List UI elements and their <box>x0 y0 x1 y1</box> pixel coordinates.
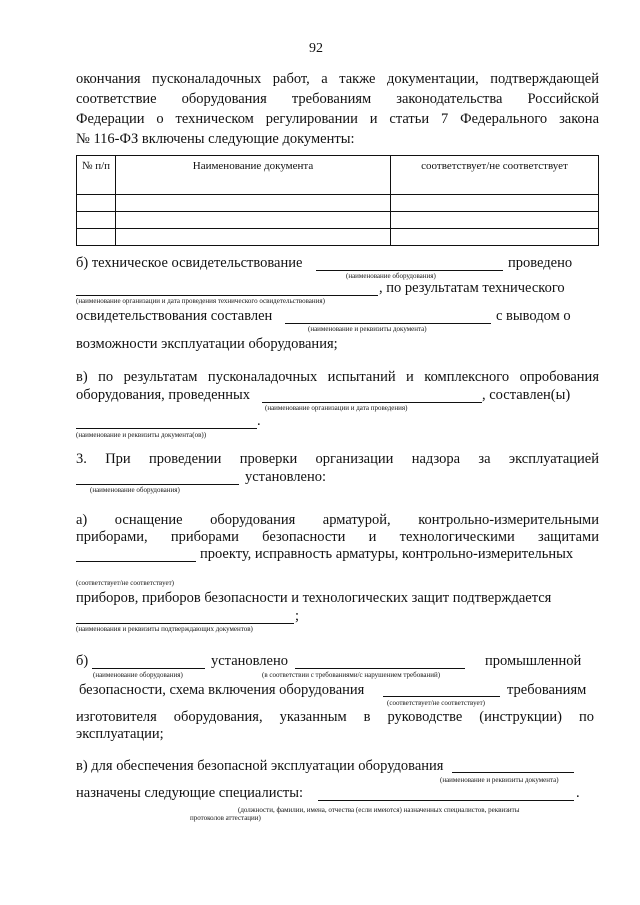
page-number: 92 <box>309 41 323 56</box>
b2-prefix: б) <box>76 653 89 669</box>
v2-sub-2a: (должности, фамилии, имена, отчества (если имеются) назначенных специалистов, реквизиты <box>238 806 520 814</box>
table-row <box>77 229 599 246</box>
b2-word: установлено <box>211 653 288 669</box>
v2-sub-2b: протоколов аттестации) <box>190 814 261 822</box>
table-cell[interactable] <box>391 229 599 246</box>
b-sub-1: (наименование оборудования) <box>346 272 436 280</box>
table-cell[interactable] <box>77 212 116 229</box>
v-sub-1: (наименование организации и дата проведения) <box>265 404 408 412</box>
v2-line-1: в) для обеспечения безопасной эксплуатации оборудования <box>76 758 444 774</box>
table-cell[interactable] <box>116 229 391 246</box>
a-line-4: приборов, приборов безопасности и технологических защит подтверждается <box>76 590 552 606</box>
table-cell[interactable] <box>116 212 391 229</box>
b-line-3-end: с выводом о <box>496 308 571 324</box>
b-line-4: возможности эксплуатации оборудования; <box>76 336 338 352</box>
table-cell[interactable] <box>77 229 116 246</box>
b-line-1: б) техническое освидетельствование <box>76 255 303 271</box>
intro-line-4: № 116-ФЗ включены следующие документы: <box>76 131 355 147</box>
scheme-compliance-field[interactable] <box>383 696 500 697</box>
equipment-name-field[interactable] <box>316 270 503 271</box>
table-cell[interactable] <box>391 212 599 229</box>
equipment-field-3[interactable] <box>76 484 239 485</box>
v2-sub-1: (наименование и реквизиты документа) <box>440 776 559 784</box>
table-cell[interactable] <box>116 195 391 212</box>
documents-table <box>76 155 599 246</box>
table-cell[interactable] <box>391 195 599 212</box>
a-line-3: проекту, исправность арматуры, контрольно-измерительных <box>200 546 574 562</box>
equipment-field-b2[interactable] <box>92 668 205 669</box>
v-line-3-end: . <box>257 413 261 429</box>
table-row <box>77 212 599 229</box>
v2-line-2-end: . <box>576 785 580 801</box>
b2-line-2: безопасности, схема включения оборудования <box>79 682 365 698</box>
table-header-row <box>77 156 599 195</box>
confirming-documents-field[interactable] <box>76 623 294 624</box>
organization-field[interactable] <box>262 402 482 403</box>
intro-line-1: окончания пусконаладочных работ, а также документации, подтверждающей <box>76 71 599 87</box>
intro-line-2: соответствие оборудования требованиям законодательства Российской <box>76 91 599 107</box>
header-status: соответствует/не соответствует <box>391 156 599 195</box>
a-sub-1: (соответствует/не соответствует) <box>76 579 174 587</box>
v2-line-2: назначены следующие специалисты: <box>76 785 304 801</box>
b-line-3: освидетельствования составлен <box>76 308 273 324</box>
table-cell[interactable] <box>77 195 116 212</box>
intro-line-3: Федерации о техническом регулировании и статьи 7 Федерального закона <box>76 111 599 127</box>
a-line-2: приборами, приборами безопасности и технологическими защитами <box>76 529 599 545</box>
p3-sub-1: (наименование оборудования) <box>90 486 180 494</box>
v-line-1: в) по результатам пусконаладочных испытаний и комплексного опробования <box>76 369 599 385</box>
b2-line-3: изготовителя оборудования, указанным в руководстве (инструкции) по <box>76 709 594 725</box>
v-line-2-end: , составлен(ы) <box>482 387 571 403</box>
b-line-2: , по результатам технического <box>379 280 565 296</box>
b2-line-4: эксплуатации; <box>76 726 164 742</box>
document-details-field[interactable] <box>285 323 491 324</box>
p3-line-2: установлено: <box>245 469 327 485</box>
specialists-field[interactable] <box>318 800 574 801</box>
b2-sub-1: (наименование оборудования) <box>93 671 183 679</box>
header-document-name: Наименование документа <box>116 156 391 195</box>
b-sub-3: (наименование и реквизиты документа) <box>308 325 427 333</box>
v-sub-2: (наименование и реквизиты документа(ов)) <box>76 431 207 439</box>
b-sub-2: (наименование организации и дата проведения технического освидетельствования) <box>76 297 325 305</box>
v-line-2: оборудования, проведенных <box>76 387 251 403</box>
b2-sub-3: (соответствует/не соответствует) <box>387 699 485 707</box>
header-number: № п/п <box>77 156 116 195</box>
table-row <box>77 195 599 212</box>
requirements-field[interactable] <box>295 668 465 669</box>
documents-field[interactable] <box>76 428 257 429</box>
b-line-1-end: проведено <box>508 255 573 271</box>
b2-sub-2: (в соответствии с требованиями/с нарушением требований) <box>262 671 441 679</box>
b2-line-2-end: требованиям <box>507 682 587 698</box>
a-sub-2: (наименования и реквизиты подтверждающих документов) <box>76 625 253 633</box>
compliance-field[interactable] <box>76 561 196 562</box>
organization-date-field[interactable] <box>76 295 378 296</box>
a-line-1: а) оснащение оборудования арматурой, контрольно-измерительными <box>76 512 599 528</box>
b2-end: промышленной <box>485 653 582 669</box>
p3-line-1: 3. При проведении проверки организации надзора за эксплуатацией <box>76 451 599 467</box>
safety-document-field[interactable] <box>452 772 574 773</box>
a-line-5-end: ; <box>295 608 300 624</box>
